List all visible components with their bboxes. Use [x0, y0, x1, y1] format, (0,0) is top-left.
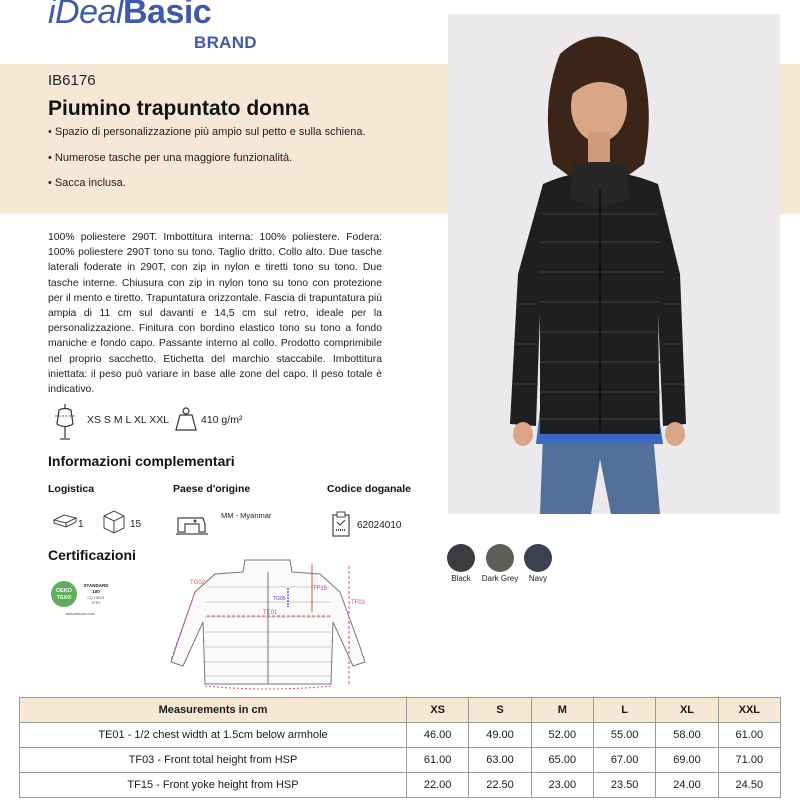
customs-label: Codice doganale — [327, 483, 412, 495]
product-code: IB6176 — [48, 72, 96, 89]
size-range: XS S M L XL XXL — [87, 414, 170, 426]
label-tg02: TG02 — [190, 580, 206, 586]
svg-text:TEX®: TEX® — [56, 595, 72, 601]
color-label-dark-grey: Dark Grey — [481, 574, 519, 583]
table-cell: 58.00 — [656, 723, 718, 748]
table-cell: TE01 - 1/2 chest width at 1.5cm below armhole — [20, 723, 407, 748]
product-description: 100% poliestere 290T. Imbottitura interna: 100% poliestere. Fodera: 100% poliestere 290T tono su tono. Taglio dritto. Collo alto. Due tasche laterali foderate in 290T, con zip in nylon e tiretti tono su tono. Due tasche interne. Chiusura con zip in nylon tono su tono con protezione per il mento e tiretto. Trapuntatura orizzontale. Fascia di trapuntatura più ampia di 11 cm sul davanti e 14,5 cm sul retro, ideale per la personalizzazione. Finitura con bordino elastico tono su tono a fondo maniche e fondo capo. Passante interno al collo. Prodotto comprimibile nel proprio sacchetto. Etichetta del marchio staccabile. Imbottitura iniettata: il peso può variare in base alle zone del capo. Il peso totale è indicativo. — [48, 232, 382, 396]
table-header-cell: M — [531, 698, 593, 723]
carton-box-icon — [101, 508, 127, 534]
table-cell: 61.00 — [407, 748, 469, 773]
weight-icon — [175, 406, 197, 432]
color-label-navy: Navy — [528, 574, 548, 583]
feature-bullet: • Sacca inclusa. — [48, 177, 126, 189]
color-swatch-black[interactable] — [447, 544, 475, 572]
brand-logo — [48, 0, 211, 30]
table-cell: 46.00 — [407, 723, 469, 748]
label-tf15: TF15 — [313, 586, 328, 592]
table-cell: 24.50 — [718, 773, 780, 798]
table-cell: 23.00 — [531, 773, 593, 798]
label-tg05: TG05 — [273, 596, 286, 602]
origin-value: MM - Myanmar — [221, 511, 272, 520]
color-swatch-navy[interactable] — [524, 544, 552, 572]
logo-brand-text: BRAND — [194, 33, 257, 52]
label-te01: TE01 — [263, 610, 278, 616]
logo-ideal-text: iDeal — [48, 0, 123, 31]
measurements-table — [19, 697, 781, 798]
info-heading: Informazioni complementari — [48, 453, 235, 469]
origin-label: Paese d'origine — [173, 483, 251, 495]
table-cell: 24.00 — [656, 773, 718, 798]
svg-text:100: 100 — [92, 589, 100, 594]
table-cell: 49.00 — [469, 723, 531, 748]
table-header-cell: S — [469, 698, 531, 723]
table-cell: 23.50 — [593, 773, 655, 798]
table-row — [20, 773, 781, 798]
table-cell: 71.00 — [718, 748, 780, 773]
logo-basic-text: Basic — [122, 0, 212, 31]
table-cell: TF15 - Front yoke height from HSP — [20, 773, 407, 798]
svg-text:IFTH: IFTH — [92, 601, 100, 605]
table-cell: 22.00 — [407, 773, 469, 798]
product-photo — [448, 14, 780, 514]
table-cell: 22.50 — [469, 773, 531, 798]
color-label-black: Black — [451, 574, 471, 583]
logistics-label: Logistica — [48, 483, 95, 495]
table-cell: 52.00 — [531, 723, 593, 748]
table-cell: TF03 - Front total height from HSP — [20, 748, 407, 773]
product-title: Piumino trapuntato donna — [48, 97, 310, 120]
table-header-cell: XL — [656, 698, 718, 723]
table-cell: 61.00 — [718, 723, 780, 748]
certifications-heading: Certificazioni — [48, 547, 136, 563]
table-header-cell: L — [593, 698, 655, 723]
fabric-weight: 410 g/m² — [201, 414, 243, 426]
sewing-machine-icon — [175, 510, 209, 538]
svg-text:CQ 1067/4: CQ 1067/4 — [87, 596, 105, 600]
table-cell: 69.00 — [656, 748, 718, 773]
table-cell: 63.00 — [469, 748, 531, 773]
feature-bullet: • Numerose tasche per una maggiore funzionalità. — [48, 152, 293, 164]
table-header-row — [20, 698, 781, 723]
customs-document-icon — [330, 510, 352, 538]
label-tf03: TF03 — [351, 600, 366, 606]
table-row — [20, 748, 781, 773]
table-row — [20, 723, 781, 748]
table-header-cell: Measurements in cm — [20, 698, 407, 723]
table-cell: 67.00 — [593, 748, 655, 773]
table-cell: 55.00 — [593, 723, 655, 748]
svg-text:STANDARD: STANDARD — [83, 583, 109, 588]
oeko-tex-badge — [50, 578, 120, 618]
svg-text:OEKO: OEKO — [55, 588, 73, 594]
table-header-cell: XS — [407, 698, 469, 723]
logistics-qty-unit: 1 — [78, 519, 84, 530]
table-cell: 65.00 — [531, 748, 593, 773]
svg-text:www.oeko-tex.com: www.oeko-tex.com — [65, 612, 95, 616]
logistics-qty-carton: 15 — [130, 519, 142, 530]
color-swatch-dark-grey[interactable] — [486, 544, 514, 572]
table-header-cell: XXL — [718, 698, 780, 723]
mannequin-icon — [50, 402, 80, 442]
feature-bullet: • Spazio di personalizzazione più ampio sul petto e sulla schiena. — [48, 126, 366, 138]
customs-value: 62024010 — [357, 520, 402, 531]
single-pack-icon — [52, 512, 78, 528]
measurement-diagram — [155, 552, 380, 692]
